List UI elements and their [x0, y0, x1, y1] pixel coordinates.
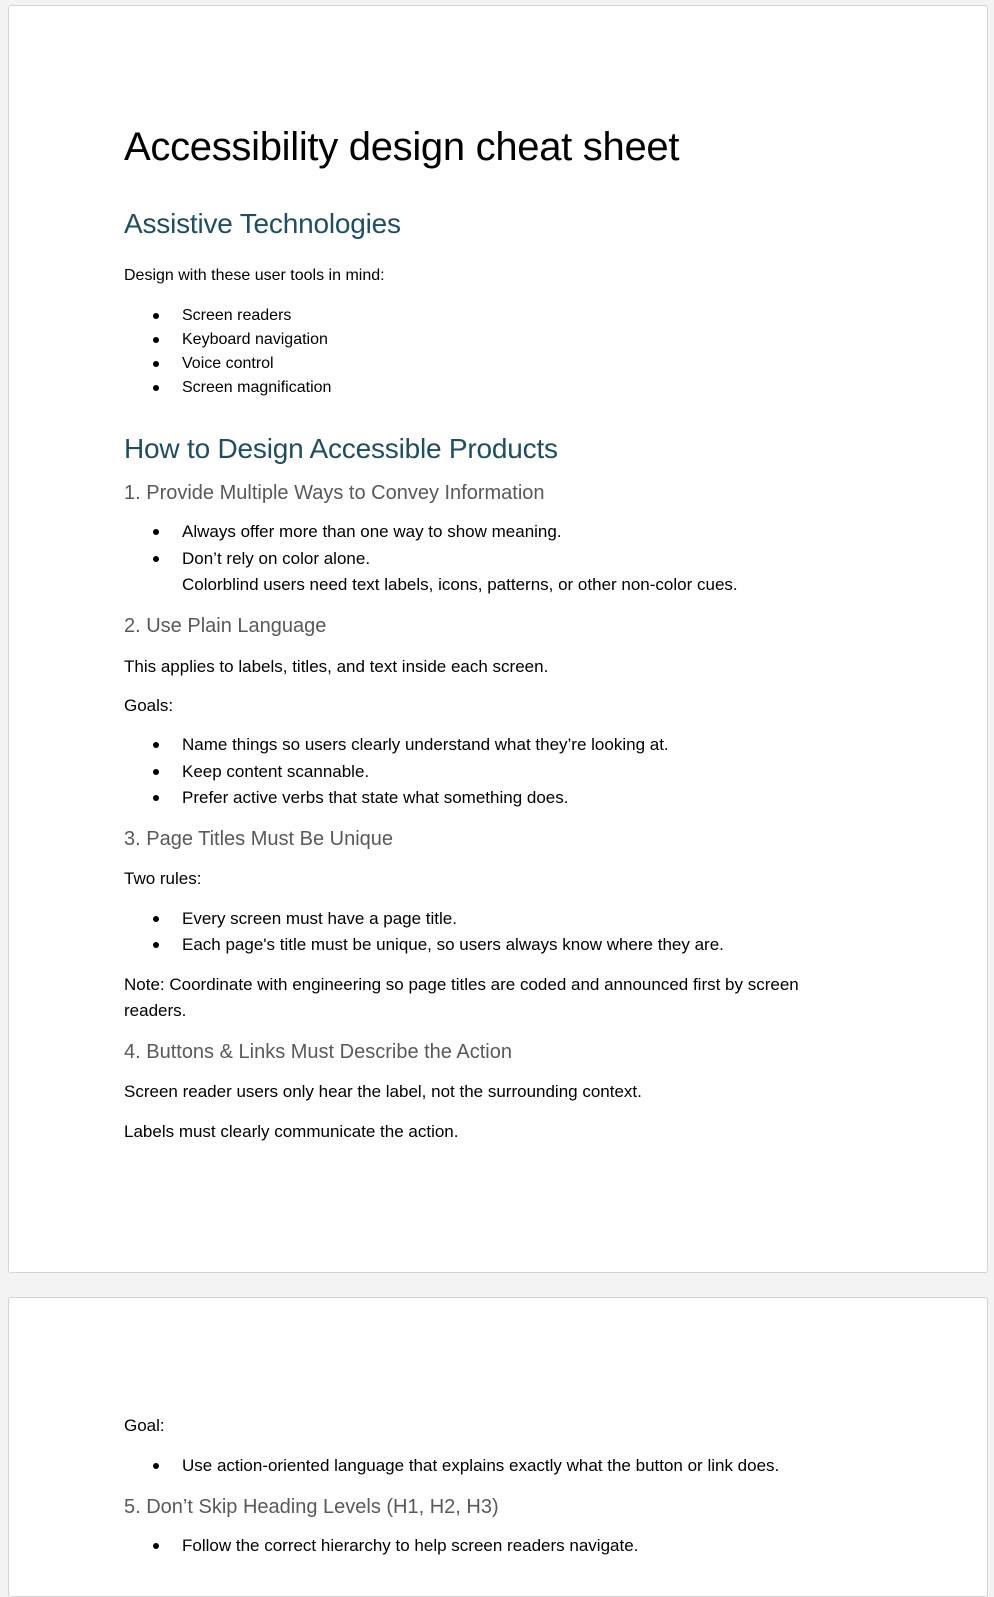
plain-language-para: This applies to labels, titles, and text inside each screen.: [124, 657, 549, 676]
list-item: Every screen must have a page title.: [182, 909, 457, 928]
list-item-continuation: Colorblind users need text labels, icons, patterns, or other non-color cues.: [182, 575, 738, 594]
list-item: Use action-oriented language that explains exactly what the button or link does.: [182, 1456, 780, 1475]
buttons-para-2: Labels must clearly communicate the action.: [124, 1122, 459, 1141]
list-item: Follow the correct hierarchy to help screen readers navigate.: [182, 1536, 639, 1555]
document-page-2: [8, 1297, 988, 1597]
two-rules-label: Two rules:: [124, 869, 202, 888]
subheading-plain-language: 2. Use Plain Language: [124, 615, 327, 637]
bullet-icon: [153, 942, 159, 948]
list-item: Don’t rely on color alone.: [182, 549, 371, 568]
bullet-icon: [153, 769, 159, 775]
document-page-1: [8, 5, 988, 1273]
list-item: Screen magnification: [182, 379, 332, 396]
list-item: Prefer active verbs that state what something does.: [182, 788, 569, 807]
bullet-icon: [153, 795, 159, 801]
bullet-icon: [153, 385, 159, 391]
list-item: Name things so users clearly understand what they’re looking at.: [182, 735, 669, 754]
bullet-icon: [153, 361, 159, 367]
list-item: Screen readers: [182, 307, 292, 324]
subheading-multiple-ways: 1. Provide Multiple Ways to Convey Information: [124, 482, 545, 504]
goals-label: Goals:: [124, 696, 174, 715]
bullet-icon: [153, 1463, 159, 1469]
bullet-icon: [153, 529, 159, 535]
list-item: Keyboard navigation: [182, 331, 328, 348]
bullet-icon: [153, 742, 159, 748]
bullet-icon: [153, 916, 159, 922]
buttons-para-1: Screen reader users only hear the label, not the surrounding context.: [124, 1082, 642, 1101]
list-item: Keep content scannable.: [182, 762, 370, 781]
assistive-intro: Design with these user tools in mind:: [124, 267, 385, 284]
note-line-2: readers.: [124, 1001, 187, 1020]
note-line-1: Note: Coordinate with engineering so page titles are coded and announced first by screen: [124, 975, 799, 994]
bullet-icon: [153, 1543, 159, 1549]
heading-how-to-design: How to Design Accessible Products: [124, 433, 558, 464]
document-title: Accessibility design cheat sheet: [124, 125, 680, 169]
subheading-page-titles: 3. Page Titles Must Be Unique: [124, 828, 394, 850]
list-item: Voice control: [182, 355, 274, 372]
subheading-buttons-links: 4. Buttons & Links Must Describe the Action: [124, 1041, 512, 1063]
goal-label: Goal:: [124, 1416, 165, 1435]
list-item: Each page's title must be unique, so users always know where they are.: [182, 935, 724, 954]
bullet-icon: [153, 313, 159, 319]
bullet-icon: [153, 337, 159, 343]
list-item: Always offer more than one way to show meaning.: [182, 522, 562, 541]
subheading-heading-levels: 5. Don’t Skip Heading Levels (H1, H2, H3): [124, 1496, 499, 1518]
bullet-icon: [153, 556, 159, 562]
heading-assistive-technologies: Assistive Technologies: [124, 208, 401, 239]
